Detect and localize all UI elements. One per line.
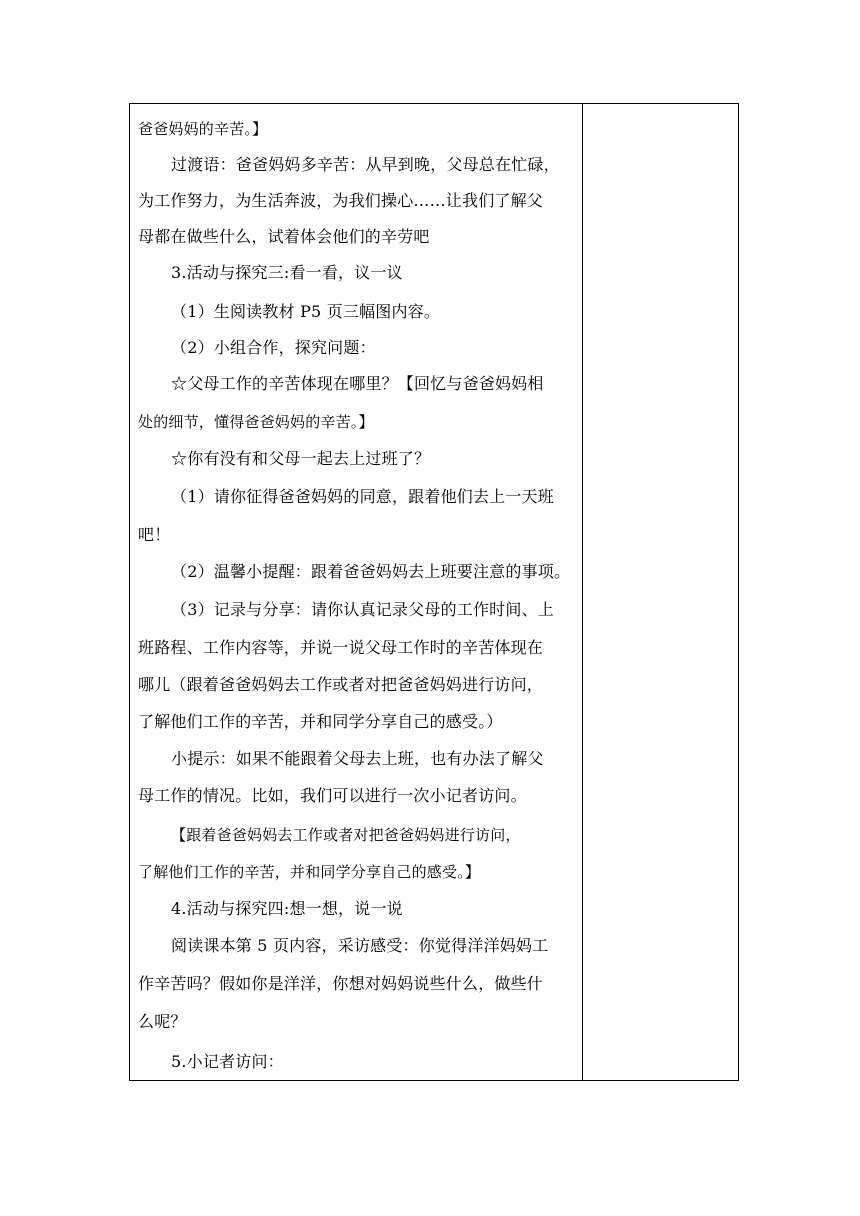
content-line: 吧！	[138, 525, 171, 544]
content-line: 过渡语：爸爸妈妈多辛苦：从早到晚，父母总在忙碌，	[171, 155, 560, 174]
content-line: 为工作努力，为生活奔波，为我们操心……让我们了解父	[138, 191, 544, 210]
content-line: （1）请你征得爸爸妈妈的同意，跟着他们去上一天班	[171, 487, 554, 506]
content-line: 了解他们工作的辛苦，并和同学分享自己的感受。】	[138, 863, 481, 881]
content-line: 4.活动与探究四:想一想，说一说	[171, 899, 403, 918]
content-line: （2）小组合作，探究问题：	[171, 338, 376, 357]
content-line: 小提示：如果不能跟着父母去上班，也有办法了解父	[171, 749, 544, 768]
lesson-table	[129, 103, 739, 1081]
content-line: （3）记录与分享：请你认真记录父母的工作时间、上	[171, 600, 554, 619]
content-line: 处的细节，懂得爸爸妈妈的辛苦。】	[138, 413, 374, 431]
content-line: 爸爸妈妈的辛苦。】	[138, 120, 268, 138]
content-line: ☆父母工作的辛苦体现在哪里？【回忆与爸爸妈妈相	[171, 374, 544, 393]
content-line: 【跟着爸爸妈妈去工作或者对把爸爸妈妈进行访问，	[171, 826, 521, 844]
content-line: 了解他们工作的辛苦，并和同学分享自己的感受。）	[138, 712, 503, 731]
content-line: 3.活动与探究三:看一看，议一议	[171, 263, 403, 282]
content-line: 阅读课本第 5 页内容，采访感受：你觉得洋洋妈妈工	[171, 936, 549, 955]
content-line: 5.小记者访问：	[171, 1052, 284, 1071]
content-line: 母都在做些什么，试着体会他们的辛劳吧	[138, 227, 430, 246]
content-line: （1）生阅读教材 P5 页三幅图内容。	[171, 302, 441, 321]
content-line: 母工作的情况。比如，我们可以进行一次小记者访问。	[138, 786, 527, 805]
notes-cell	[583, 104, 738, 1080]
content-line: ☆你有没有和父母一起去上过班了？	[171, 449, 431, 468]
content-line: 么呢？	[138, 1012, 187, 1031]
content-line: 班路程、工作内容等，并说一说父母工作时的辛苦体现在	[138, 638, 544, 657]
content-line: 作辛苦吗？假如你是洋洋，你想对妈妈说些什么，做些什	[138, 974, 544, 993]
content-line: （2）温馨小提醒：跟着爸爸妈妈去上班要注意的事项。	[171, 562, 571, 581]
lesson-content-cell	[130, 104, 582, 1080]
content-line: 哪儿（跟着爸爸妈妈去工作或者对把爸爸妈妈进行访问，	[138, 675, 544, 694]
